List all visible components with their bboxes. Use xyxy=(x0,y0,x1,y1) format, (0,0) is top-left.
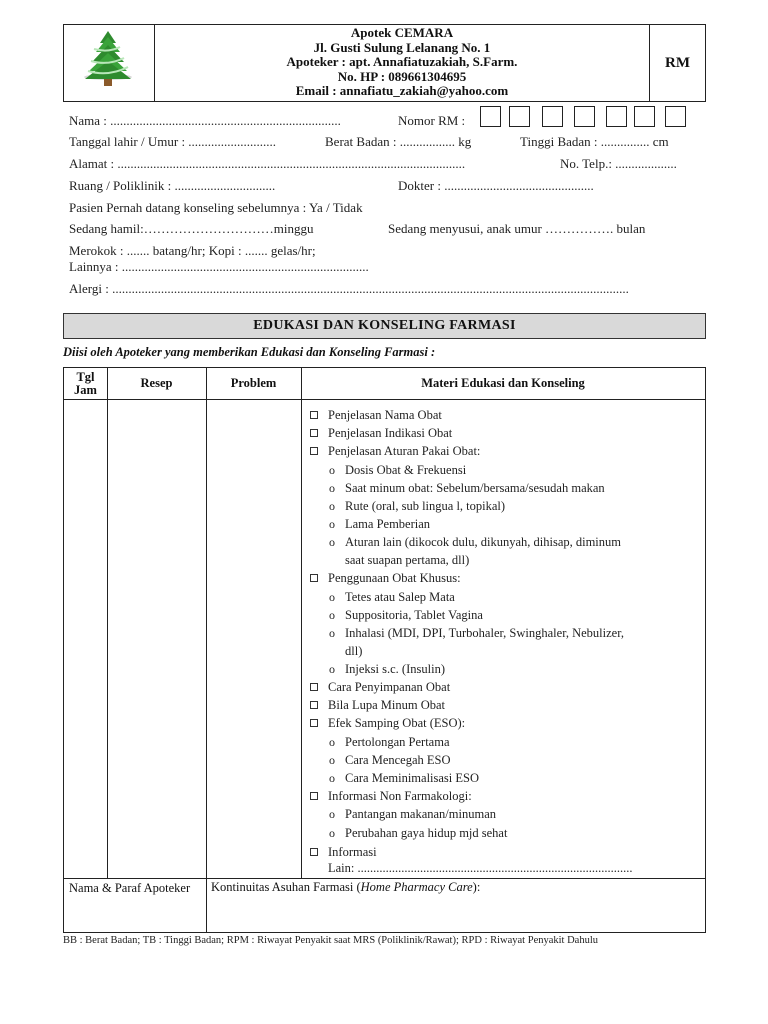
field-lainnya[interactable]: Lainnya : ............................................................................ xyxy=(69,259,369,274)
item-label: Informasi Non Farmakologi: xyxy=(328,789,472,804)
item-label: Cara Mencegah ESO xyxy=(345,752,451,767)
pine-tree-logo-icon xyxy=(64,25,154,101)
checkbox-icon[interactable] xyxy=(310,411,318,419)
checkbox-icon[interactable] xyxy=(310,792,318,800)
rm-digit-box[interactable] xyxy=(634,106,655,127)
checklist-item[interactable] xyxy=(308,844,703,878)
item-label: Penjelasan Nama Obat xyxy=(328,408,442,422)
circle-bullet-icon: o xyxy=(329,807,335,822)
item-label: Efek Samping Obat (ESO): xyxy=(328,716,466,731)
header-resep: Resep xyxy=(140,376,173,390)
item-label: Injeksi s.c. (Insulin) xyxy=(345,661,445,676)
checklist-item[interactable] xyxy=(308,678,703,696)
item-label: Saat minum obat: Sebelum/bersama/sesudah makan xyxy=(345,480,605,495)
circle-bullet-icon: o xyxy=(329,771,335,785)
item-label: Perubahan gaya hidup mjd sehat xyxy=(345,825,508,840)
checklist-subitem[interactable] xyxy=(308,751,703,769)
field-konseling-sebelumnya[interactable]: Pasien Pernah datang konseling sebelumnya : Ya / Tidak xyxy=(69,200,363,215)
field-tanggal-lahir[interactable]: Tanggal lahir / Umur : ........................... xyxy=(69,134,277,149)
checklist-subitem[interactable] xyxy=(308,805,703,823)
field-dokter[interactable]: Dokter : .............................................. xyxy=(398,178,594,193)
pharmacist-name: Apoteker : apt. Annafiatuzakiah, S.Farm. xyxy=(286,54,518,70)
item-label: Lama Pemberian xyxy=(345,517,431,532)
checklist-subitem[interactable] xyxy=(308,533,703,569)
section-title: EDUKASI DAN KONSELING FARMASI xyxy=(63,313,706,339)
materi-checklist xyxy=(308,406,703,878)
checklist-subitem[interactable] xyxy=(308,824,703,842)
item-label: Penggunaan Obat Khusus: xyxy=(328,571,461,586)
field-berat-badan[interactable]: Berat Badan : ................. kg xyxy=(325,134,472,149)
kontinuitas-prefix: Kontinuitas Asuhan Farmasi ( xyxy=(211,880,361,894)
item-label-cont: saat suapan pertama, dll) xyxy=(345,553,470,568)
rm-digit-box[interactable] xyxy=(542,106,563,127)
item-label: Dosis Obat & Frekuensi xyxy=(345,462,467,477)
field-sedang-hamil[interactable]: Sedang hamil:…………………………minggu xyxy=(69,221,314,236)
checklist-subitem[interactable] xyxy=(308,769,703,787)
circle-bullet-icon: o xyxy=(329,825,335,840)
item-label: Penjelasan Indikasi Obat xyxy=(328,426,453,441)
footer-row-divider xyxy=(64,878,705,879)
checkbox-icon[interactable] xyxy=(310,574,318,582)
cell-tgl-jam[interactable] xyxy=(64,400,107,878)
checklist-subitem[interactable] xyxy=(308,588,703,606)
checklist-subitem[interactable] xyxy=(308,660,703,678)
item-label: Rute (oral, sub lingua l, topikal) xyxy=(345,498,506,513)
kontinuitas-label[interactable] xyxy=(211,880,480,895)
cell-problem[interactable] xyxy=(207,400,301,878)
item-label: Inhalasi (MDI, DPI, Turbohaler, Swinghaler, Nebulizer, xyxy=(345,625,625,640)
logo-cell xyxy=(64,25,155,101)
label-nomor-rm: Nomor RM : xyxy=(398,113,466,128)
header-materi: Materi Edukasi dan Konseling xyxy=(421,376,585,390)
circle-bullet-icon: o xyxy=(329,517,335,532)
footnote: BB : Berat Badan; TB : Tinggi Badan; RPM : Riwayat Penyakit saat MRS (Poliklinik/Rawat); RPD : Riwayat Penyakit Dahulu xyxy=(63,935,599,946)
checklist-subitem[interactable] xyxy=(308,733,703,751)
header-problem: Problem xyxy=(230,376,277,390)
checklist-subitem[interactable] xyxy=(308,479,703,497)
checklist-subitem[interactable] xyxy=(308,497,703,515)
field-sedang-menyusui[interactable]: Sedang menyusui, anak umur ……………. bulan xyxy=(388,221,646,236)
item-label: Pertolongan Pertama xyxy=(345,734,450,749)
pharmacy-name: Apotek CEMARA xyxy=(350,25,454,40)
checklist-subitem[interactable] xyxy=(308,461,703,479)
checklist-item[interactable] xyxy=(308,714,703,732)
circle-bullet-icon: o xyxy=(329,607,335,622)
checkbox-icon[interactable] xyxy=(310,719,318,727)
item-label-cont[interactable]: Lain: ........................................................................................ xyxy=(328,860,633,875)
instruction-text: Diisi oleh Apoteker yang memberikan Edukasi dan Konseling Farmasi : xyxy=(63,345,436,359)
circle-bullet-icon: o xyxy=(329,498,335,513)
circle-bullet-icon: o xyxy=(329,661,335,676)
field-merokok[interactable]: Merokok : ....... batang/hr; Kopi : ....... gelas/hr; xyxy=(69,243,316,258)
kontinuitas-suffix: ): xyxy=(472,880,481,894)
item-label: Suppositoria, Tablet Vagina xyxy=(345,607,483,622)
col-divider xyxy=(301,368,302,878)
pharmacy-address: Jl. Gusti Sulung Lelanang No. 1 xyxy=(313,39,491,55)
field-alamat[interactable]: Alamat : ........................................................................................................... xyxy=(69,156,466,171)
circle-bullet-icon: o xyxy=(329,625,335,640)
item-label: Bila Lupa Minum Obat xyxy=(328,698,445,713)
item-label: Cara Penyimpanan Obat xyxy=(328,680,451,695)
item-label: Tetes atau Salep Mata xyxy=(345,589,455,604)
item-label: Aturan lain (dikocok dulu, dikunyah, dihisap, diminum xyxy=(345,535,622,550)
header-tgl-jam xyxy=(64,368,107,399)
checklist-subitem[interactable] xyxy=(308,515,703,533)
item-label: Pantangan makanan/minuman xyxy=(345,807,497,822)
item-label: Penjelasan Aturan Pakai Obat: xyxy=(328,444,481,459)
circle-bullet-icon: o xyxy=(329,535,335,550)
checkbox-icon[interactable] xyxy=(310,848,318,856)
rm-digit-box[interactable] xyxy=(480,106,501,127)
circle-bullet-icon: o xyxy=(329,752,335,767)
pharmacy-phone: No. HP : 089661304695 xyxy=(337,68,467,84)
field-tinggi-badan[interactable]: Tinggi Badan : ............... cm xyxy=(520,134,669,149)
checklist-item[interactable] xyxy=(308,569,703,587)
checklist-item[interactable] xyxy=(308,442,703,460)
header-jam: Jam xyxy=(74,382,97,397)
header-tgl: Tgl xyxy=(76,369,95,384)
circle-bullet-icon: o xyxy=(329,480,335,495)
checklist-item[interactable] xyxy=(308,696,703,714)
rm-digit-box[interactable] xyxy=(509,106,530,127)
checklist-item[interactable] xyxy=(308,787,703,805)
pharmacy-info xyxy=(154,25,650,99)
checkbox-icon[interactable] xyxy=(310,701,318,709)
checklist-item[interactable] xyxy=(308,406,703,424)
counseling-table xyxy=(63,367,706,933)
checklist-subitem[interactable] xyxy=(308,624,703,660)
nama-paraf-label: Nama & Paraf Apoteker xyxy=(69,881,191,895)
checkbox-icon[interactable] xyxy=(310,429,318,437)
pharmacy-email: Email : annafiatu_zakiah@yahoo.com xyxy=(295,83,509,99)
item-label: Informasi xyxy=(328,844,377,859)
item-label: Cara Meminimalisasi ESO xyxy=(345,771,480,785)
item-label-cont: dll) xyxy=(345,643,363,658)
checklist-item[interactable] xyxy=(308,424,703,442)
letterhead xyxy=(63,24,706,102)
cell-resep[interactable] xyxy=(108,400,206,878)
field-no-telp[interactable]: No. Telp.: ................... xyxy=(560,156,677,171)
rm-digit-box[interactable] xyxy=(606,106,627,127)
circle-bullet-icon: o xyxy=(329,462,335,477)
field-ruang[interactable]: Ruang / Poliklinik : ............................... xyxy=(69,178,276,193)
rm-label: RM xyxy=(649,25,705,101)
field-nama[interactable]: Nama : ....................................................................... xyxy=(69,113,341,128)
circle-bullet-icon: o xyxy=(329,589,335,604)
kontinuitas-italic: Home Pharmacy Care xyxy=(360,880,473,894)
circle-bullet-icon: o xyxy=(329,734,335,749)
rm-digit-box[interactable] xyxy=(665,106,686,127)
checkbox-icon[interactable] xyxy=(310,683,318,691)
field-alergi[interactable]: Alergi : ............................................................................................................................................................... xyxy=(69,281,629,296)
rm-digit-box[interactable] xyxy=(574,106,595,127)
checkbox-icon[interactable] xyxy=(310,447,318,455)
checklist-subitem[interactable] xyxy=(308,606,703,624)
